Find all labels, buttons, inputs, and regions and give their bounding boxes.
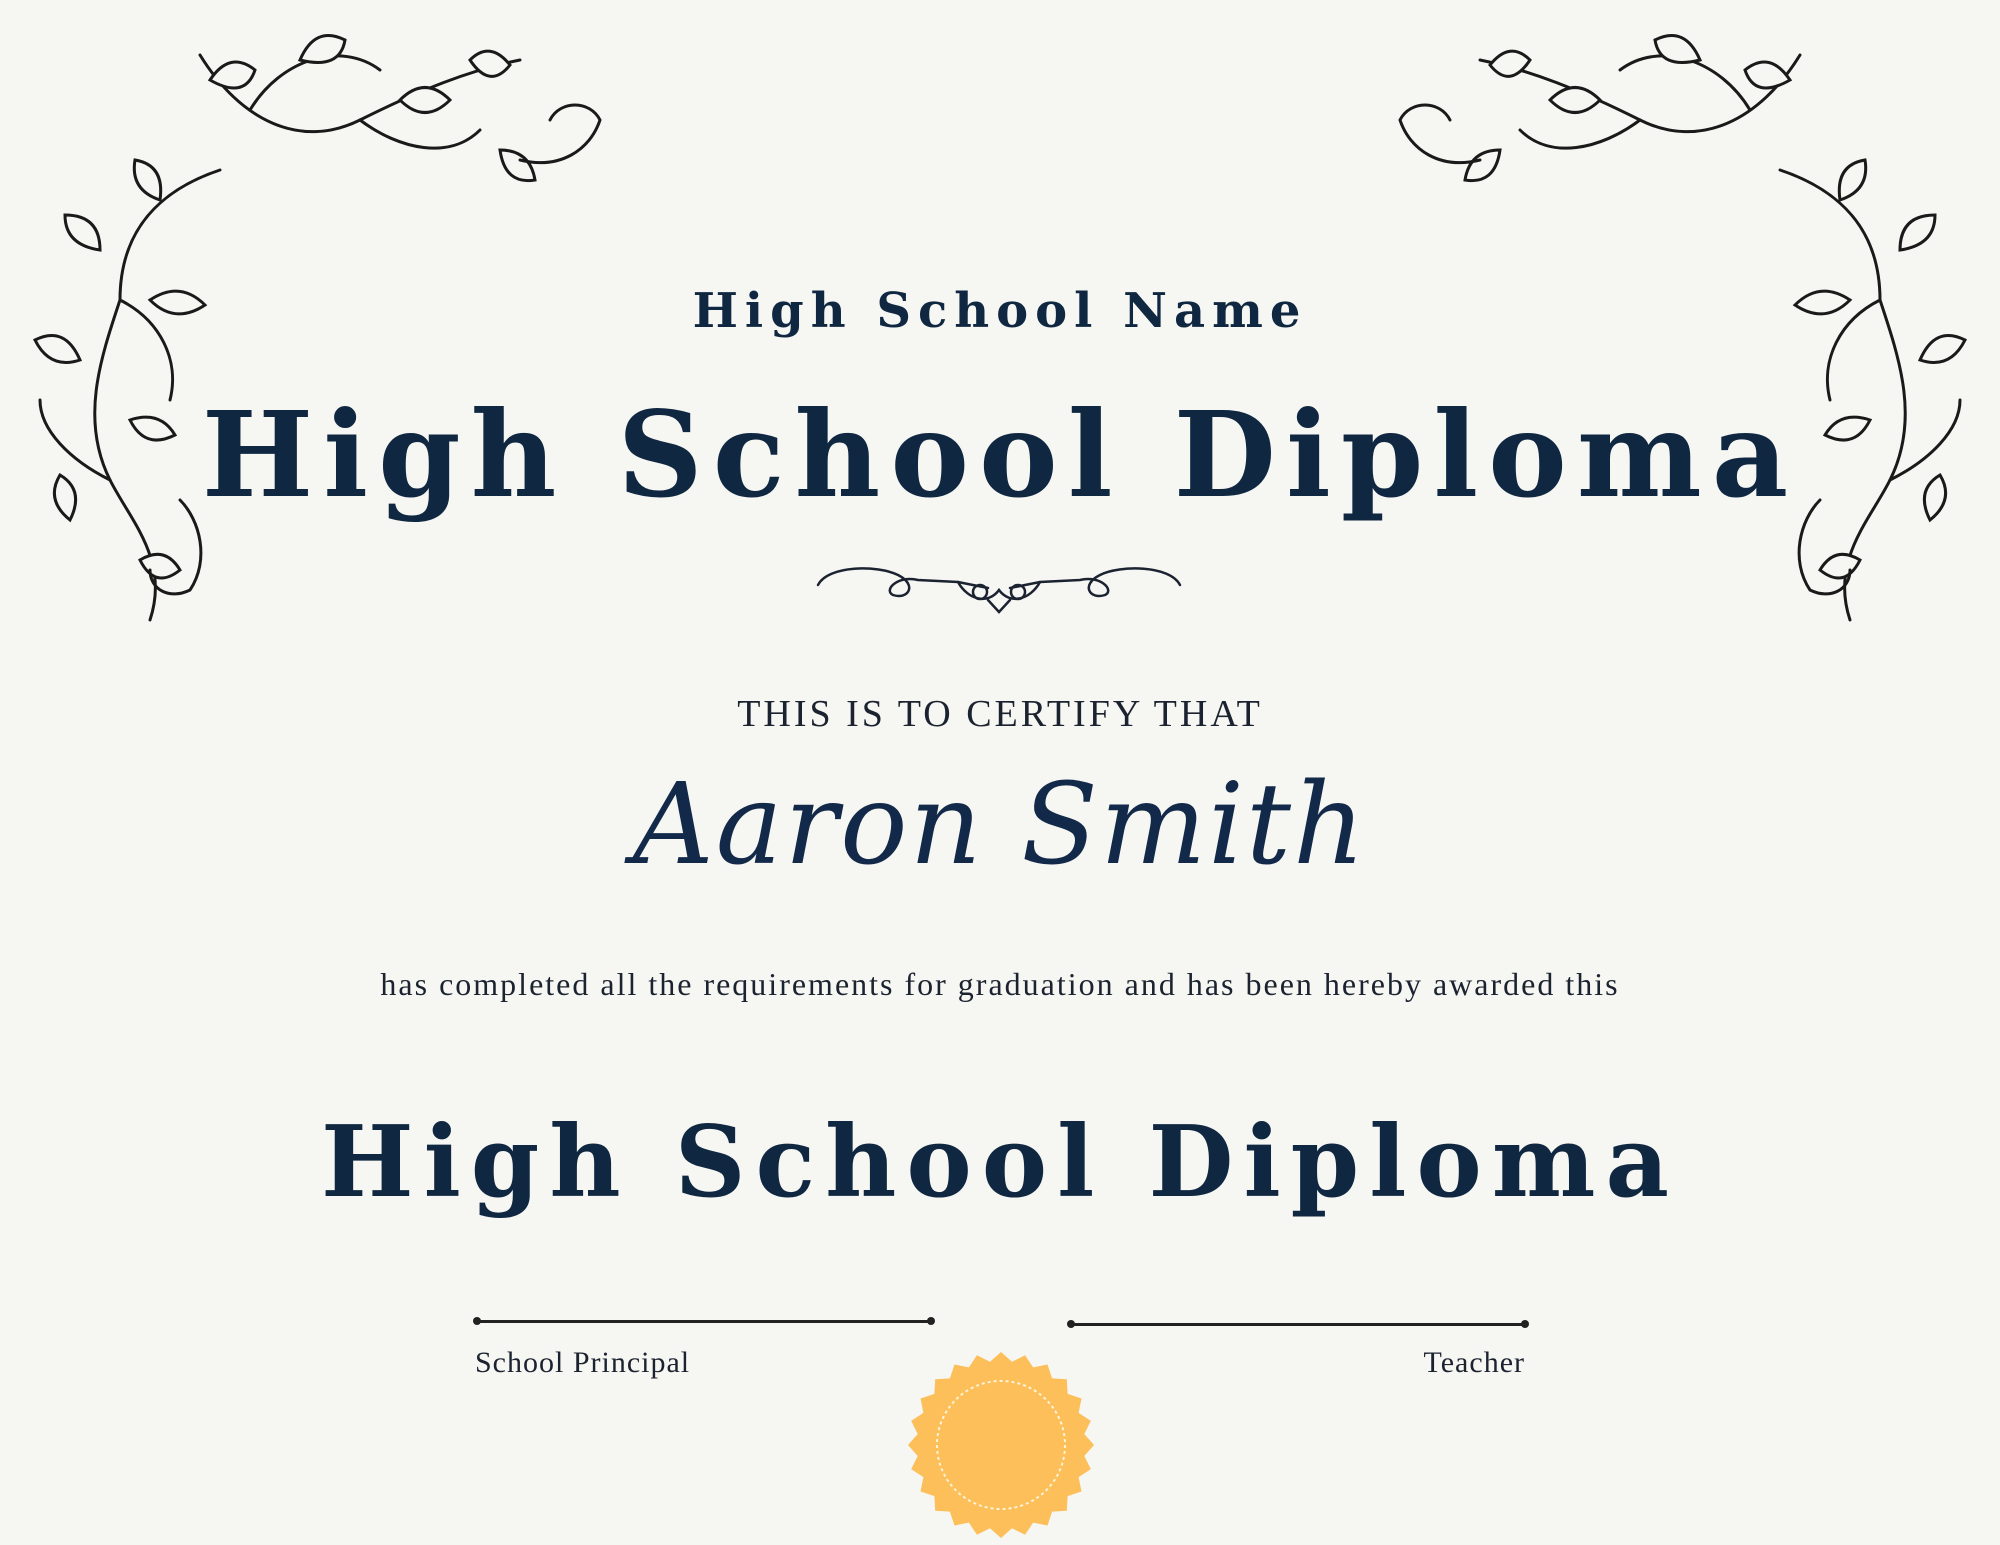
principal-signature-line bbox=[477, 1320, 931, 1323]
recipient-name: Aaron Smith bbox=[632, 760, 1368, 890]
gold-seal-icon bbox=[906, 1350, 1096, 1540]
award-title: High School Diploma bbox=[320, 1105, 1679, 1220]
teacher-signature-line bbox=[1071, 1323, 1525, 1326]
diploma-title: High School Diploma bbox=[201, 385, 1799, 524]
flourish-divider-icon bbox=[808, 560, 1190, 620]
teacher-label: Teacher bbox=[1423, 1346, 1525, 1379]
principal-label: School Principal bbox=[475, 1346, 691, 1379]
completion-statement: has completed all the requirements for graduation and has been hereby awarded this bbox=[380, 966, 1620, 1002]
school-name: High School Name bbox=[692, 283, 1308, 339]
certify-text: THIS IS TO CERTIFY THAT bbox=[737, 693, 1263, 735]
